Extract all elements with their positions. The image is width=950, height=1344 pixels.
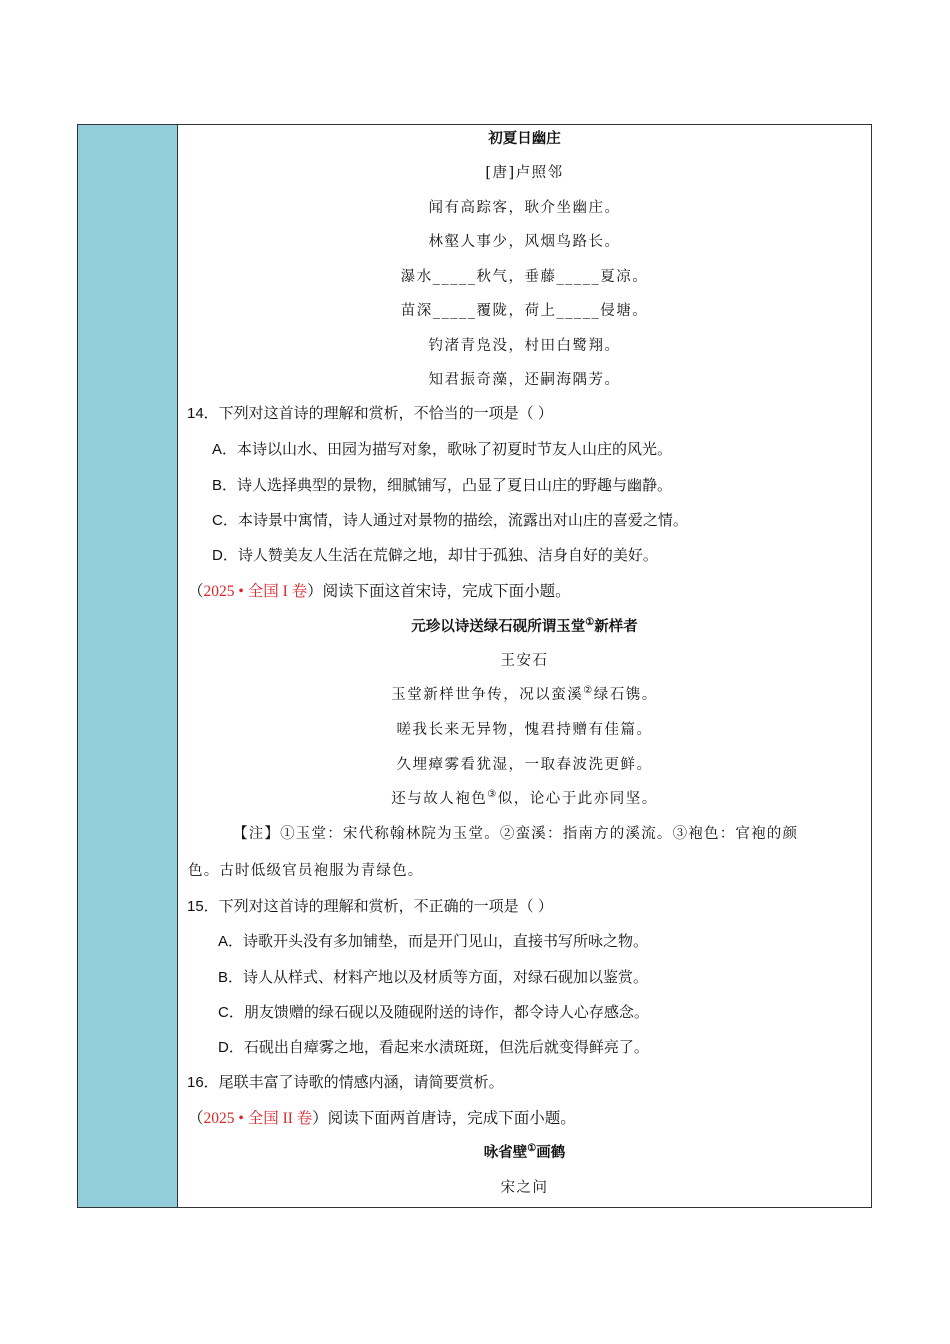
poem1-line: 知君振奇藻，还嗣海隅芳。 (428, 372, 621, 388)
footnote-mark: ① (585, 617, 595, 629)
poem2-line (178, 787, 871, 811)
title-text: 画鹤 (536, 1144, 566, 1161)
footnote-mark: ② (583, 685, 594, 697)
question-15: 15．下列对这首诗的理解和赏析，不正确的一项是（ ） (187, 898, 553, 915)
poem2-note-cont: 色。古时低级官员袍服为青绿色。 (188, 863, 424, 879)
poem1-line: 闻有高踪客，耿介坐幽庄。 (428, 200, 621, 216)
title-text: 新样者 (594, 618, 638, 635)
poem2-line: 嗟我长来无异物，愧君持赠有佳篇。 (396, 722, 653, 738)
footnote-mark: ① (527, 1143, 537, 1155)
poem2-author: 王安石 (500, 653, 549, 669)
poem1-title: 初夏日幽庄 (488, 130, 561, 147)
content-table (77, 124, 872, 1208)
line-text: 玉堂新样世争传，况以蛮溪 (391, 687, 584, 703)
source-line-2 (178, 1107, 871, 1131)
line-text: 绿石镌。 (593, 687, 658, 703)
poem2-note: 【注】①玉堂：宋代称翰林院为玉堂。②蛮溪：指南方的溪流。③袍色：官袍的颜 (233, 826, 799, 842)
source-line-1 (178, 580, 871, 604)
poem3-author: 宋之问 (500, 1180, 549, 1196)
q15-option-c: C．朋友馈赠的绿石砚以及随砚附送的诗作，都令诗人心存感念。 (218, 1004, 649, 1021)
title-text: 元珍以诗送绿石砚所谓玉堂 (411, 618, 586, 635)
poem3-title (178, 1141, 871, 1165)
source-instruction: ）阅读下面这首宋诗，完成下面小题。 (307, 583, 571, 600)
q15-option-d: D．石砚出自瘴雾之地，看起来水渍斑斑，但洗后就变得鲜亮了。 (218, 1039, 649, 1056)
q14-option-c: C．本诗景中寓情，诗人通过对景物的描绘，流露出对山庄的喜爱之情。 (212, 512, 688, 529)
q15-option-a: A．诗歌开头没有多加铺垫，而是开门见山，直接书写所咏之物。 (218, 933, 649, 950)
footnote-mark: ③ (487, 789, 498, 801)
source-instruction: ）阅读下面两首唐诗，完成下面小题。 (312, 1110, 576, 1127)
q14-option-d: D．诗人赞美友人生活在荒僻之地，却甘于孤独、洁身自好的美好。 (212, 547, 658, 564)
q14-option-b: B．诗人选择典型的景物，细腻铺写，凸显了夏日山庄的野趣与幽静。 (212, 477, 673, 494)
paren-open: （ (188, 1110, 204, 1127)
poem1-line: 钓渚青凫没，村田白鹭翔。 (428, 338, 621, 354)
poem1-line: 林壑人事少，风烟鸟路长。 (428, 234, 621, 250)
paren-open: （ (188, 583, 204, 600)
poem1-author: [唐]卢照邻 (485, 165, 564, 181)
q15-option-b: B．诗人从样式、材料产地以及材质等方面，对绿石砚加以鉴赏。 (218, 969, 649, 986)
line-text: 似，论心于此亦同坚。 (497, 791, 658, 807)
q14-option-a: A．本诗以山水、田园为描写对象，歌咏了初夏时节友人山庄的风光。 (212, 441, 673, 458)
question-14: 14．下列对这首诗的理解和赏析，不恰当的一项是（ ） (187, 405, 553, 422)
poem2-line: 久埋瘴雾看犹湿，一取春波洗更鲜。 (396, 757, 653, 773)
poem1-line: 瀑水_____秋气，垂藤_____夏凉。 (400, 269, 649, 285)
exam-source-tag: 2025 • 全国 I 卷 (203, 583, 308, 600)
poem2-title (178, 615, 871, 639)
question-16: 16．尾联丰富了诗歌的情感内涵，请简要赏析。 (187, 1074, 504, 1091)
poem2-line (178, 683, 871, 707)
poem1-line: 苗深_____覆陇，荷上_____侵塘。 (400, 303, 649, 319)
title-text: 咏省壁 (483, 1144, 528, 1161)
sidebar-cell (78, 125, 178, 1207)
line-text: 还与故人袍色 (391, 791, 488, 807)
exam-source-tag: 2025 • 全国 II 卷 (203, 1110, 313, 1127)
